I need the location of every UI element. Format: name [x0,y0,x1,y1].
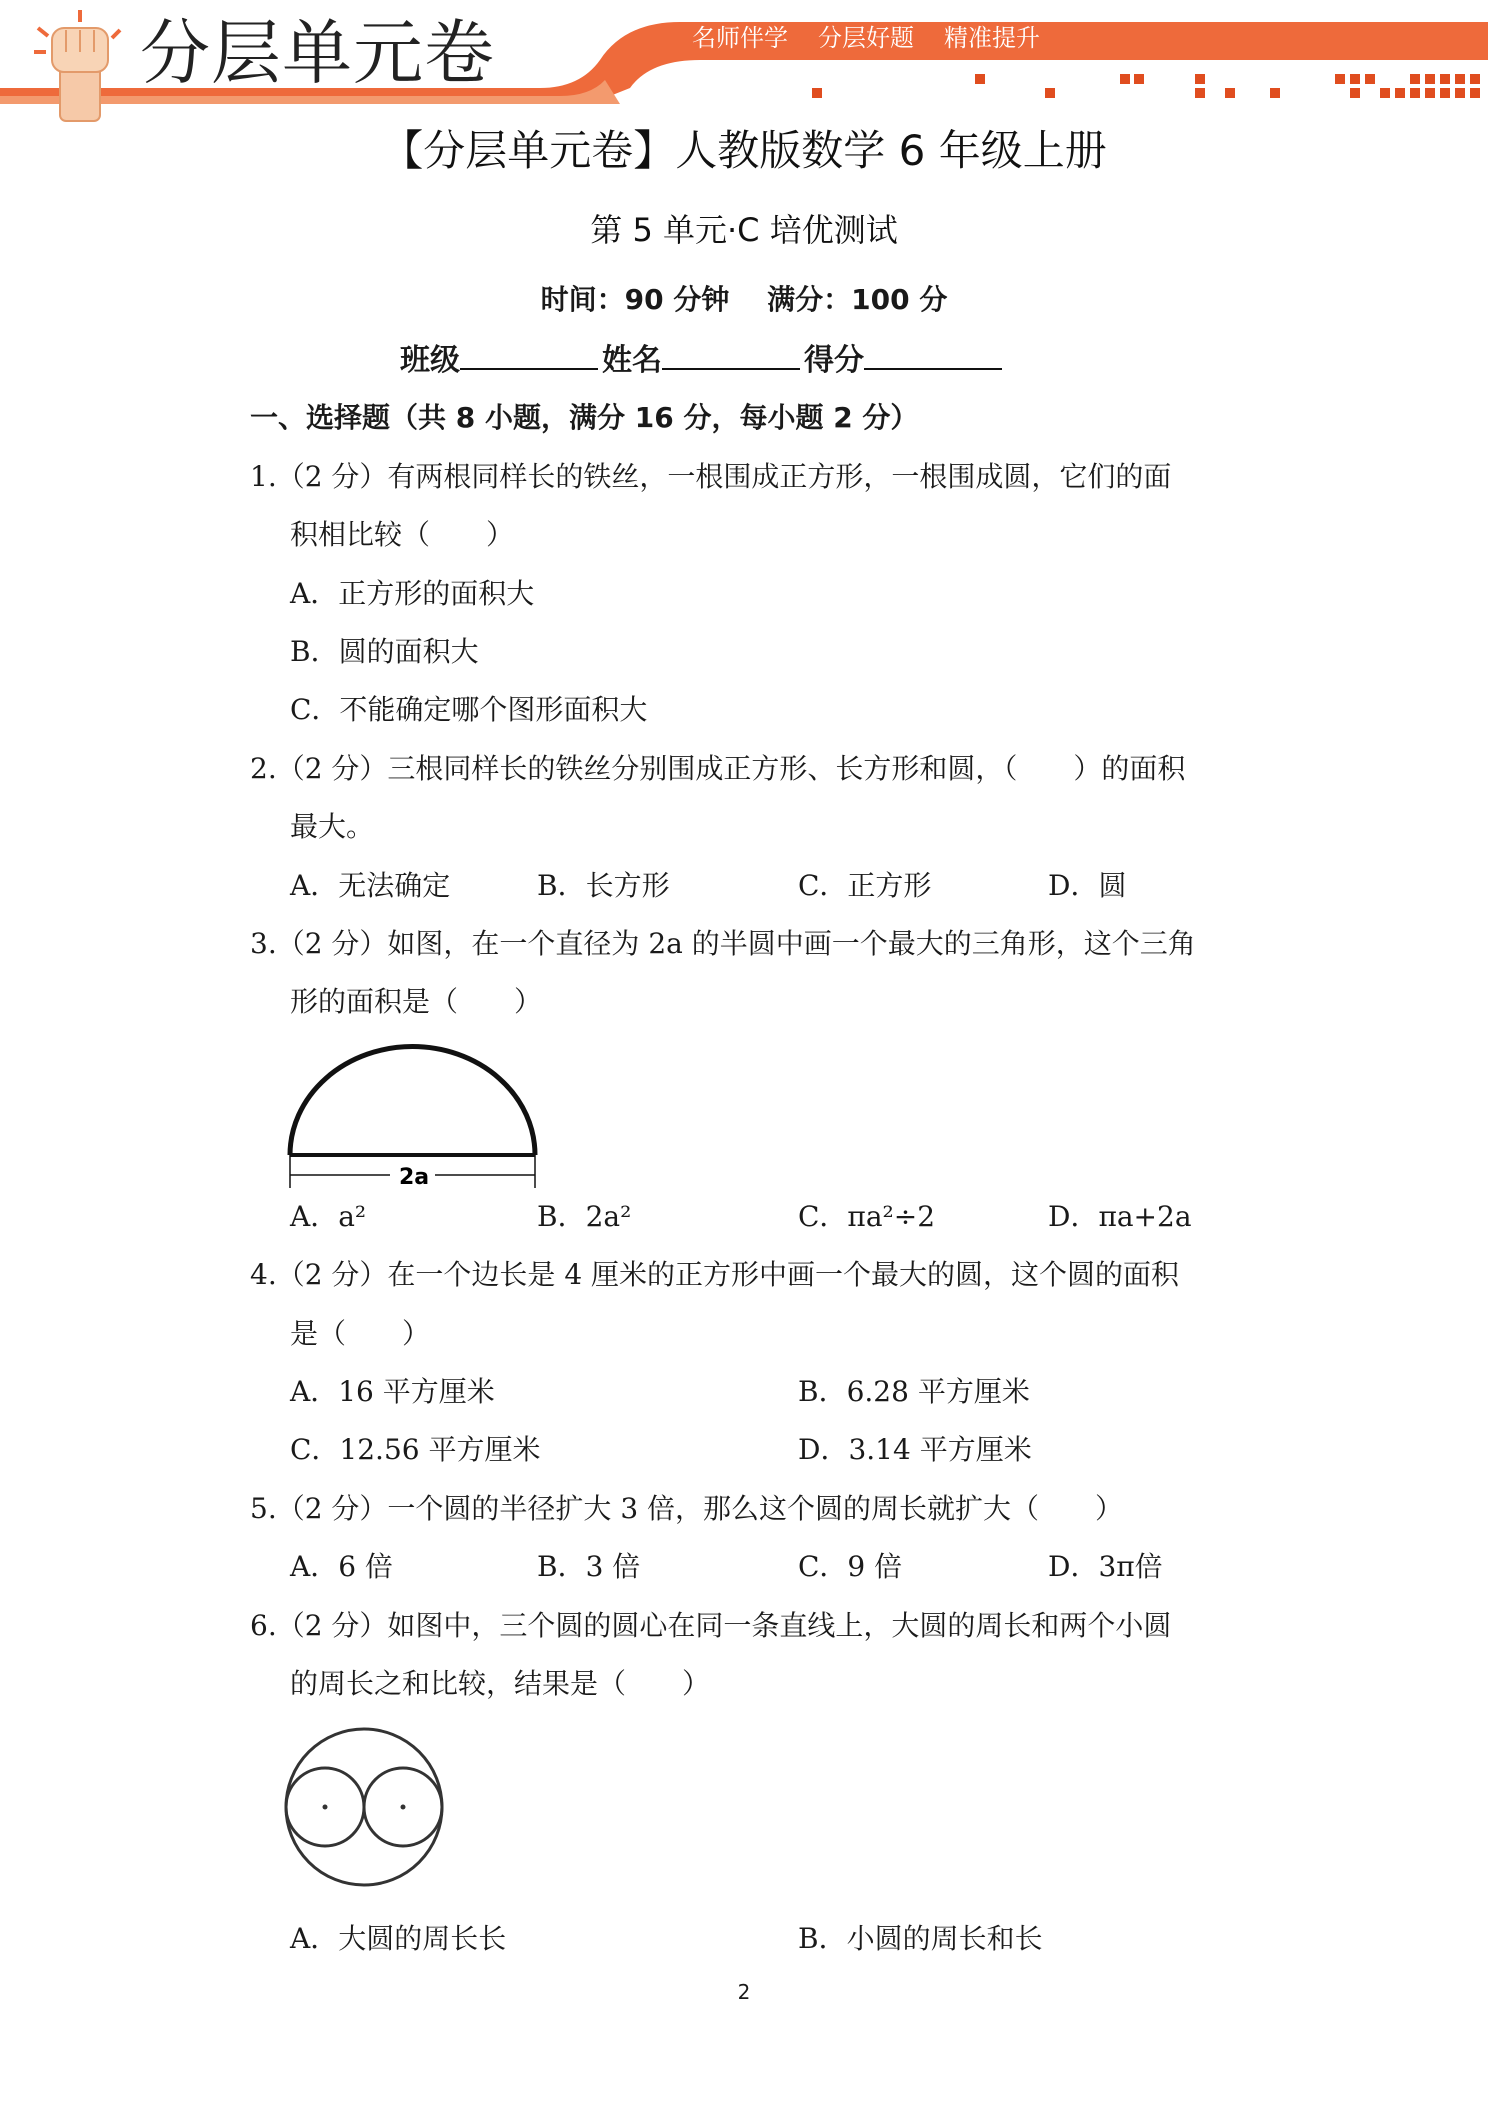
question-2-option-a[interactable]: A．无法确定 [290,869,451,902]
class-field-label: 班级 [400,343,460,378]
question-6-option-a[interactable]: A．大圆的周长长 [290,1922,507,1955]
question-6-line-1: 6.（2 分）如图中，三个圆的圆心在同一条直线上，大圆的周长和两个小圆 [250,1609,1172,1642]
question-5-option-c[interactable]: C．9 倍 [798,1550,903,1583]
question-2-option-c[interactable]: C．正方形 [798,869,932,902]
question-4-line-2: 是（ ） [290,1317,431,1350]
question-4-option-c[interactable]: C．12.56 平方厘米 [290,1433,541,1466]
question-4-option-d[interactable]: D．3.14 平方厘米 [798,1433,1032,1466]
score-field-label: 得分 [804,343,864,378]
fist-icon [34,10,120,121]
question-2-line-2: 最大。 [290,810,375,843]
question-6-option-b[interactable]: B．小圆的周长和长 [798,1922,1043,1955]
question-6-line-2: 的周长之和比较，结果是（ ） [290,1667,711,1700]
class-blank[interactable] [460,342,598,370]
question-4-option-a[interactable]: A．16 平方厘米 [290,1375,495,1408]
question-1-option-a[interactable]: A．正方形的面积大 [290,577,535,610]
question-5-option-b[interactable]: B．3 倍 [537,1550,641,1583]
question-5-line-1: 5.（2 分）一个圆的半径扩大 3 倍，那么这个圆的周长就扩大（ ） [250,1492,1124,1525]
name-field-label: 姓名 [602,343,662,378]
question-5-option-d[interactable]: D．3π倍 [1048,1550,1163,1583]
name-blank[interactable] [662,342,800,370]
question-3-option-b[interactable]: B．2a² [537,1200,632,1233]
question-1-line-1: 1.（2 分）有两根同样长的铁丝，一根围成正方形，一根围成圆，它们的面 [250,460,1172,493]
page-number: 2 [737,1980,751,2004]
question-4-option-b[interactable]: B．6.28 平方厘米 [798,1375,1030,1408]
question-2-line-1: 2.（2 分）三根同样长的铁丝分别围成正方形、长方形和圆，（ ）的面积 [250,752,1186,785]
question-1-option-b[interactable]: B．圆的面积大 [290,635,479,668]
question-2-option-b[interactable]: B．长方形 [537,869,670,902]
score-label: 满分：100 分 [767,283,948,316]
question-3-line-1: 3.（2 分）如图，在一个直径为 2a 的半圆中画一个最大的三角形，这个三角 [250,927,1196,960]
brand-title: 分层单元卷 [140,12,495,94]
diameter-label: 2a [399,1165,430,1190]
question-4-line-1: 4.（2 分）在一个边长是 4 厘米的正方形中画一个最大的圆，这个圆的面积 [250,1258,1180,1291]
time-score-info [0,278,1488,318]
question-2-option-d[interactable]: D．圆 [1048,869,1127,902]
document-title: 【分层单元卷】人教版数学 6 年级上册 [381,126,1107,175]
semicircle-figure [285,1040,545,1190]
question-1-line-2: 积相比较（ ） [290,518,515,551]
header-banner [0,0,1488,125]
score-blank[interactable] [864,342,1002,370]
section-title: 一、选择题（共 8 小题，满分 16 分，每小题 2 分） [250,401,919,434]
slogan-3: 精准提升 [944,24,1040,52]
three-circles-figure [282,1722,452,1892]
time-label: 时间：90 分钟 [540,283,730,316]
slogan-2: 分层好题 [818,24,914,52]
question-5-option-a[interactable]: A．6 倍 [290,1550,393,1583]
question-3-line-2: 形的面积是（ ） [290,985,543,1018]
question-3-option-d[interactable]: D．πa+2a [1048,1200,1192,1233]
document-subtitle: 第 5 单元·C 培优测试 [590,211,898,249]
question-3-option-c[interactable]: C．πa²÷2 [798,1200,936,1233]
student-info-line [400,335,1006,379]
question-1-option-c[interactable]: C．不能确定哪个图形面积大 [290,693,648,726]
slogan-1: 名师伴学 [692,24,788,52]
question-3-option-a[interactable]: A．a² [290,1200,367,1233]
